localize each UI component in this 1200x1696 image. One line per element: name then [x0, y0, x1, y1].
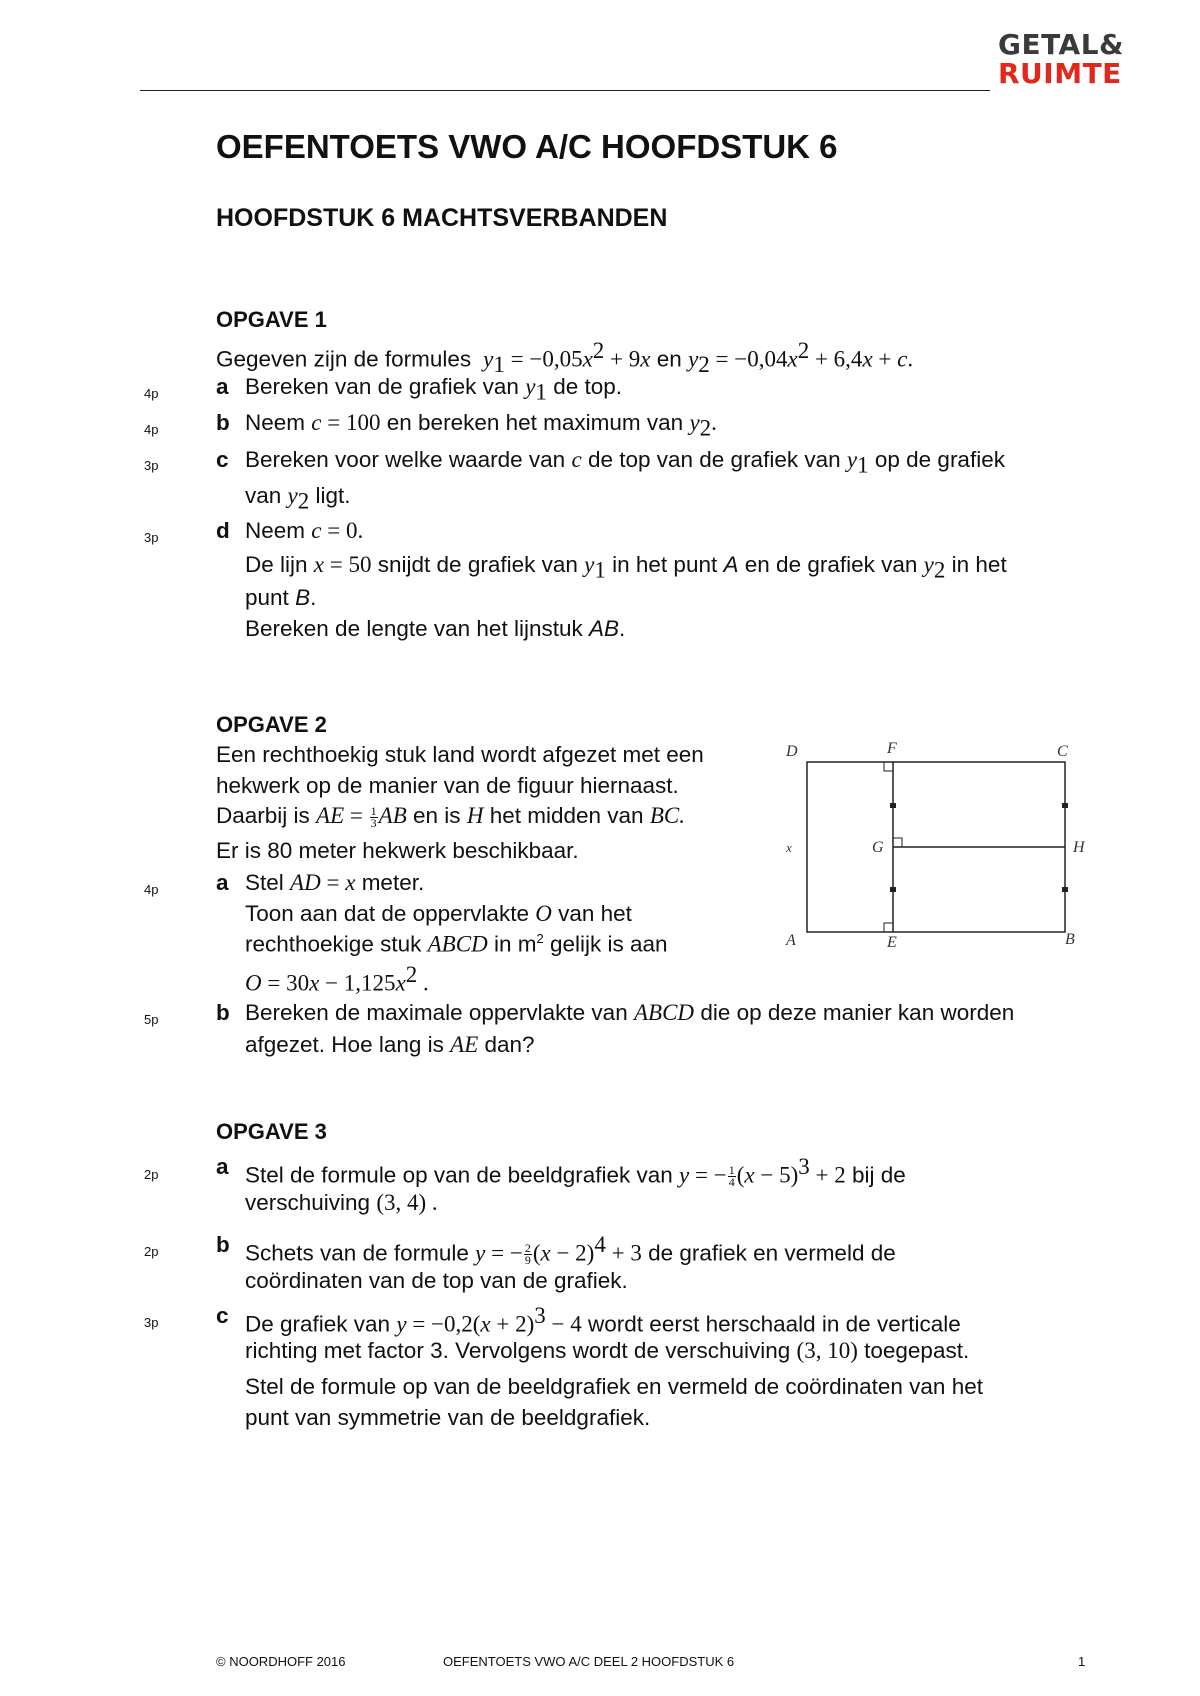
q3c-line2b: toegepast. [864, 1338, 970, 1363]
header-rule [140, 90, 990, 91]
tick-mark [890, 887, 896, 892]
label-g: G [872, 839, 884, 856]
question-3b: Schets van de formule y = − $\frac{2}{9}$ $(x - 2)^4 + 3$ de grafiek en vermeld de [245, 1232, 896, 1268]
logo-line-1: GETAL& [998, 28, 1124, 61]
question-1d: Neem c = 0. [245, 518, 364, 543]
q2b-text: Bereken de maximale oppervlakte van [245, 1000, 628, 1025]
points-3a: 2p [144, 1167, 159, 1182]
intro3b: en is [413, 803, 461, 828]
opgave-3-heading: OPGAVE 3 [216, 1119, 327, 1144]
question-3b-line-2: coördinaten van de top van de grafiek. [245, 1268, 628, 1293]
q1c-text-2: de top van de grafiek van [587, 447, 841, 472]
opgave-2-heading: OPGAVE 2 [216, 712, 327, 737]
q1d-line4: Bereken de lengte van het lijnstuk [245, 616, 583, 641]
q1d-line2d: en de grafiek van [744, 552, 918, 577]
q1a-text-end: de top. [553, 374, 622, 399]
q1c-text-3: op de grafiek [874, 447, 1005, 472]
label-d: D [786, 743, 798, 760]
q1c-text-4: van [245, 483, 282, 508]
letter-3c: c [216, 1303, 229, 1328]
points-3b: 2p [144, 1244, 159, 1259]
label-h: H [1073, 839, 1085, 856]
q3a-line2: verschuiving [245, 1190, 371, 1215]
q3a-text-2: bij de [852, 1162, 906, 1188]
q1d-line2b: snijdt de grafiek van [377, 552, 578, 577]
question-3c: De grafiek van $y = -0,2(x + 2)^3 - 4$ wordt eerst herschaald in de verticale [245, 1303, 961, 1337]
question-1d-line-3: punt B. [245, 585, 317, 610]
question-1d-line-2: De lijn x = 50 snijdt de grafiek van $y_1$ in het punt A en de grafiek van $y_2$ in het [245, 552, 1007, 583]
page-number: 1 [1078, 1654, 1086, 1669]
footer-center: OEFENTOETS VWO A/C DEEL 2 HOOFDSTUK 6 [443, 1654, 735, 1669]
q3b-text-2: de grafiek en vermeld de [648, 1240, 896, 1266]
opgave-2-intro-2: hekwerk op de manier van de figuur hiernaast. [216, 773, 679, 798]
points-1b: 4p [144, 422, 159, 437]
question-3c-line-4: punt van symmetrie van de beeldgrafiek. [245, 1405, 651, 1430]
question-2b-line-2: afgezet. Hoe lang is AE dan? [245, 1032, 535, 1057]
q3c-line2a: richting met factor 3. Vervolgens wordt de verschuiving [245, 1338, 791, 1363]
q3a-text: Stel de formule op van de beeldgrafiek van [245, 1162, 673, 1188]
question-1c: Bereken voor welke waarde van c de top van de grafiek van $y_1$ op de grafiek [245, 447, 1005, 478]
question-2a-line-2: Toon aan dat de oppervlakte O van het [245, 901, 632, 926]
intro3a: Daarbij is [216, 803, 310, 828]
rectangle-figure [780, 735, 1100, 955]
opgave-2-intro-3: Daarbij is AE = $\frac{1}{3}$ AB en is H het midden van BC. [216, 803, 685, 830]
question-2a-formula: $O = 30x - 1,125x^2$ . [245, 962, 429, 996]
label-a: A [786, 932, 796, 949]
q2a-line2b: van het [558, 901, 632, 926]
question-2a: Stel AD = x meter. [245, 870, 425, 895]
question-1b: Neem c = 100 en bereken het maximum van $y_2$. [245, 410, 717, 441]
opgave-1-heading: OPGAVE 1 [216, 307, 327, 332]
q2a-text-2: meter. [361, 870, 425, 895]
question-3c-line-2: richting met factor 3. Vervolgens wordt de verschuiving (3, 10) toegepast. [245, 1338, 970, 1363]
points-1c: 3p [144, 458, 159, 473]
page-title: OEFENTOETS VWO A/C HOOFDSTUK 6 [216, 128, 838, 165]
opgave-2-intro-4: Er is 80 meter hekwerk beschikbaar. [216, 838, 579, 863]
q2b-text-2: die op deze manier kan worden [700, 1000, 1015, 1025]
q1b-text-end: en bereken het maximum van [386, 410, 684, 435]
letter-3b: b [216, 1232, 230, 1257]
tick-mark [890, 803, 896, 808]
points-1a: 4p [144, 386, 159, 401]
chapter-title: HOOFDSTUK 6 MACHTSVERBANDEN [216, 204, 668, 232]
right-angle-e [884, 923, 893, 932]
question-3a: Stel de formule op van de beeldgrafiek van y = − $\frac{1}{4}$ $(x - 5)^3 + 2$ bij de [245, 1154, 906, 1190]
q1d-text: Neem [245, 518, 306, 543]
label-c: C [1057, 743, 1068, 760]
question-1c-line-2: van $y_2$ ligt. [245, 483, 351, 514]
q2a-line3a: rechthoekige stuk [245, 931, 422, 957]
letter-1b: b [216, 410, 230, 435]
points-3c: 3p [144, 1315, 159, 1330]
tick-mark [1062, 803, 1068, 808]
intro3c: het midden van [489, 803, 644, 828]
q1d-line2a: De lijn [245, 552, 308, 577]
q2b-line2a: afgezet. Hoe lang is [245, 1032, 444, 1057]
q1c-text-5: ligt. [315, 483, 351, 508]
q1d-line2c: in het punt [612, 552, 718, 577]
q1d-line3: punt [245, 585, 289, 610]
letter-3a: a [216, 1154, 229, 1179]
label-f: F [887, 740, 897, 757]
q3c-text-2: wordt eerst herschaald in de verticale [588, 1311, 961, 1337]
q2a-line2a: Toon aan dat de oppervlakte [245, 901, 529, 926]
q1d-line2e: in het [951, 552, 1007, 577]
q2b-line2b: dan? [484, 1032, 535, 1057]
question-3c-line-3: Stel de formule op van de beeldgrafiek en vermeld de coördinaten van het [245, 1374, 983, 1399]
question-2a-line-3: rechthoekige stuk ABCD in $m^2$ gelijk is aan [245, 931, 668, 957]
label-b: B [1065, 931, 1075, 948]
q2a-line3c: gelijk is aan [549, 931, 668, 957]
tick-mark [1062, 887, 1068, 892]
question-3a-line-2: verschuiving (3, 4) . [245, 1190, 438, 1215]
opgave-2-intro-1: Een rechthoekig stuk land wordt afgezet met een [216, 742, 704, 767]
intro-text: Gegeven zijn de formules [216, 346, 472, 372]
points-2b: 5p [144, 1012, 159, 1027]
question-1d-line-4: Bereken de lengte van het lijnstuk AB. [245, 616, 626, 641]
en-text: en [656, 346, 682, 372]
right-angle-f [884, 762, 893, 771]
q3c-text: De grafiek van [245, 1311, 391, 1337]
letter-2b: b [216, 1000, 230, 1025]
letter-1c: c [216, 447, 229, 472]
q2a-line3b: in m [493, 931, 537, 957]
publisher-logo [998, 30, 1124, 88]
letter-1d: d [216, 518, 230, 543]
q3b-text: Schets van de formule [245, 1240, 469, 1266]
footer-copyright: © NOORDHOFF 2016 [216, 1654, 346, 1669]
question-1a: Bereken van de grafiek van $y_1$ de top. [245, 374, 622, 405]
points-1d: 3p [144, 530, 159, 545]
points-2a: 4p [144, 882, 159, 897]
q1c-text: Bereken voor welke waarde van [245, 447, 566, 472]
q1a-text: Bereken van de grafiek van [245, 374, 519, 399]
label-e: E [887, 934, 897, 951]
logo-line-2: RUIMTE [998, 57, 1122, 90]
q1b-text: Neem [245, 410, 306, 435]
opgave-1-intro: Gegeven zijn de formules $y_1 = -0,05x^2 + 9x$ en $y_2 = -0,04x^2 + 6,4x + c$. [216, 338, 914, 377]
label-x: x [786, 840, 792, 855]
letter-1a: a [216, 374, 229, 399]
q2a-text: Stel [245, 870, 284, 895]
question-2b: Bereken de maximale oppervlakte van ABCD die op deze manier kan worden [245, 1000, 1015, 1025]
letter-2a: a [216, 870, 229, 895]
right-angle-g [893, 838, 902, 847]
